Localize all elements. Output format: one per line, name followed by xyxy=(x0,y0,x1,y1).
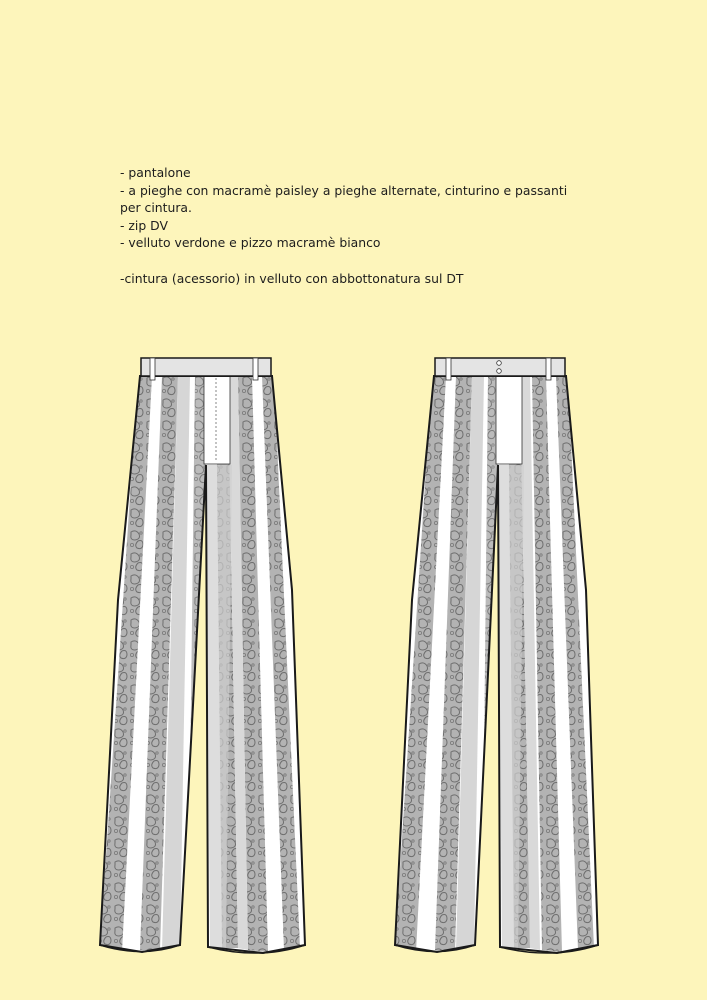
waistband-button-icon xyxy=(497,361,502,366)
note-belt-accessory: -cintura (acessorio) in velluto con abbottonatura sul DT xyxy=(120,270,464,286)
note-pleats-description: - a pieghe con macramè paisley a pieghe alternate, cinturino e passanti per cintura. xyxy=(120,182,568,216)
trousers-back-view-icon xyxy=(385,358,615,960)
note-materials: - velluto verdone e pizzo macramè bianco xyxy=(120,235,381,251)
note-zip: - zip DV xyxy=(120,217,168,233)
waistband-button-icon xyxy=(497,369,502,374)
trousers-front-view-icon xyxy=(90,358,320,960)
note-garment-type: - pantalone xyxy=(120,165,191,180)
